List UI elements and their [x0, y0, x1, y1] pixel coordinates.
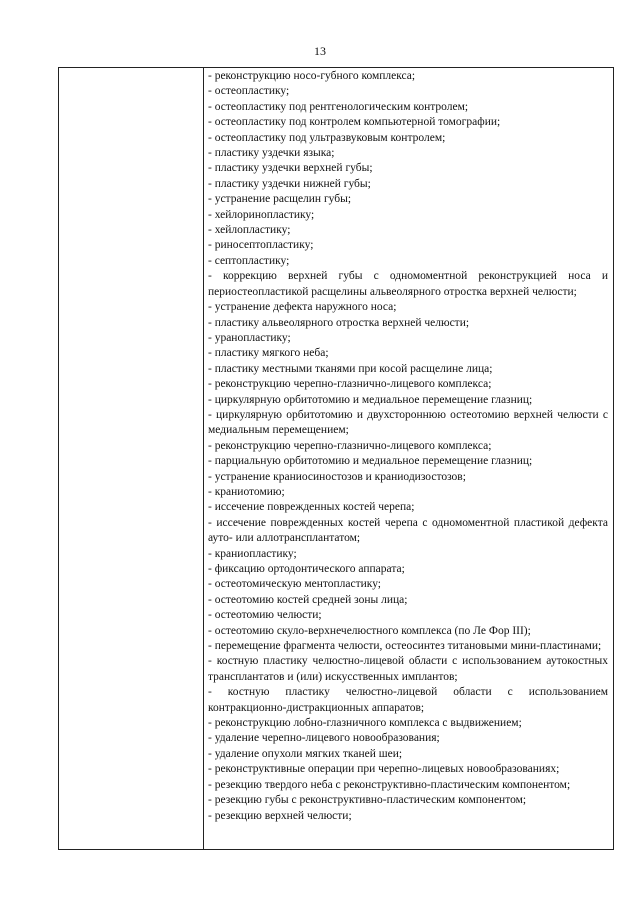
- procedure-item: - фиксацию ортодонтического аппарата;: [208, 563, 405, 575]
- procedure-item: - остеотомическую ментопластику;: [208, 578, 381, 591]
- procedure-item: - реконструкцию черепно-глазнично-лицевого комплекса;: [208, 439, 492, 452]
- procedure-item: - удаление опухоли мягких тканей шеи;: [208, 747, 403, 760]
- procedure-item: - коррекцию верхней губы с одномоментной реконструкцией носа и периостеопластикой расщелины альвеолярного отростка верхней челюсти;: [208, 270, 608, 298]
- procedure-item: - септопластику;: [208, 254, 290, 267]
- procedure-item: - остеотомию скуло-верхнечелюстного комплекса (по Ле Фор III);: [208, 624, 531, 637]
- procedure-item: - хейлопластику;: [208, 224, 291, 237]
- procedure-item: - остеопластику;: [208, 85, 290, 98]
- procedure-item: - остеопластику под рентгенологическим контролем;: [208, 100, 469, 113]
- procedure-item: - резекцию губы с реконструктивно-пластическим компонентом;: [208, 794, 527, 807]
- procedure-item: - реконструкцию черепно-глазнично-лицевого комплекса;: [208, 378, 492, 391]
- procedure-item: - костную пластику челюстно-лицевой области с использованием аутокостных трансплантатов и (или) искусственных имплантов;: [208, 655, 608, 683]
- procedure-item: - резекцию верхней челюсти;: [208, 809, 352, 822]
- procedure-item: - циркулярную орбитотомию и двухстороннюю остеотомию верхней челюсти с медиальным перемещением;: [208, 408, 608, 437]
- procedure-item: - пластику местными тканями при косой расщелине лица;: [208, 362, 493, 375]
- procedure-item: - парциальную орбитотомию и медиальное перемещение глазниц;: [208, 455, 533, 468]
- procedure-item: - иссечение поврежденных костей черепа;: [208, 501, 415, 514]
- procedure-item: - реконструктивные операции при черепно-лицевых новообразованиях;: [208, 763, 560, 776]
- procedure-item: - остеотомию челюсти;: [208, 609, 322, 622]
- procedure-item: - пластику уздечки нижней губы;: [208, 177, 371, 190]
- page-number: 13: [314, 44, 326, 58]
- procedure-item: - краниотомию;: [208, 485, 285, 498]
- procedure-item: - хейлоринопластику;: [208, 208, 315, 221]
- procedure-item: - циркулярную орбитотомию и медиальное перемещение глазниц;: [208, 393, 533, 406]
- procedures-table: [58, 67, 614, 850]
- procedure-item: - устранение дефекта наружного носа;: [208, 301, 397, 314]
- procedure-item: - остеотомию костей средней зоны лица;: [208, 593, 408, 606]
- procedure-item: - устранение краниосиностозов и краниодизостозов;: [208, 470, 466, 483]
- procedure-item: - реконструкцию лобно-глазничного комплекса с выдвижением;: [208, 717, 522, 730]
- procedure-item: - реконструкцию носо-губного комплекса;: [208, 70, 416, 82]
- procedure-item: - остеопластику под контролем компьютерной томографии;: [208, 116, 501, 129]
- procedure-item: - удаление черепно-лицевого новообразования;: [208, 732, 440, 745]
- procedure-item: - краниопластику;: [208, 547, 297, 560]
- procedure-item: - устранение расщелин губы;: [208, 193, 352, 206]
- left-column-cell: [59, 68, 203, 849]
- procedure-item: - пластику альвеолярного отростка верхней челюсти;: [208, 316, 470, 329]
- procedure-item: - костную пластику челюстно-лицевой области с использованием контракционно-дистракционных аппаратов;: [208, 686, 608, 714]
- procedure-item: - перемещение фрагмента челюсти, остеосинтез титановыми мини-пластинами;: [208, 640, 602, 653]
- procedure-item: - пластику уздечки верхней губы;: [208, 162, 373, 175]
- procedure-item: - пластику уздечки языка;: [208, 147, 335, 160]
- procedure-item: - риносептопластику;: [208, 239, 314, 252]
- procedure-item: - резекцию твердого неба с реконструктивно-пластическим компонентом;: [208, 778, 571, 791]
- procedure-item: - уранопластику;: [208, 331, 291, 344]
- procedure-item: - остеопластику под ультразвуковым контролем;: [208, 131, 446, 144]
- procedure-list: [204, 68, 613, 849]
- procedure-item: - пластику мягкого неба;: [208, 347, 329, 360]
- procedure-item: - иссечение поврежденных костей черепа с одномоментной пластикой дефекта ауто- или аллотрансплантатом;: [208, 516, 608, 545]
